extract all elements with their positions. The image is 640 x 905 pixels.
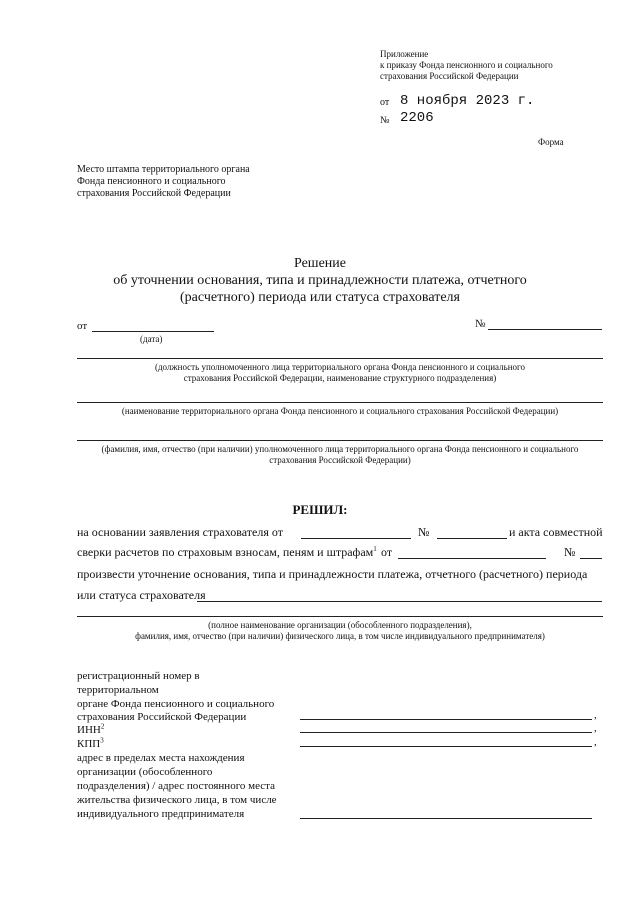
- decision-l1-text: на основании заявления страхователя от: [77, 525, 283, 539]
- address-label-4: жительства физического лица, в том числе: [77, 794, 277, 806]
- fio-caption-2: страхования Российской Федерации): [269, 455, 411, 465]
- reg-label-4: страхования Российской Федерации: [77, 711, 247, 723]
- decision-l1-tail: и акта совместной: [509, 525, 603, 539]
- title-line-3: (расчетного) периода или статуса страхователя: [180, 290, 460, 305]
- address-label-5: индивидуального предпринимателя: [77, 808, 245, 820]
- reg-label-1: регистрационный номер в: [77, 670, 200, 682]
- kpp-label: КПП$^3$: [77, 736, 104, 750]
- position-caption-2: страхования Российской Федерации, наименование структурного подразделения): [183, 373, 497, 383]
- reg-comma: ,: [594, 709, 597, 721]
- title-line-1: Решение: [293, 256, 346, 271]
- date-field-line[interactable]: [92, 331, 214, 332]
- stamp-line-1: Место штампа территориального органа: [77, 164, 250, 175]
- footnote-2: 2: [100, 722, 105, 731]
- kpp-comma: ,: [594, 736, 597, 748]
- position-field-line[interactable]: [77, 358, 603, 359]
- inn-label: ИНН$^2$: [77, 722, 105, 736]
- reconciliation-number-line[interactable]: [580, 558, 602, 559]
- order-number-prefix: №: [380, 115, 390, 126]
- reconciliation-date-line[interactable]: [398, 558, 546, 559]
- org-name-field-line[interactable]: [77, 616, 603, 617]
- org-caption: (наименование территориального органа Фонда пенсионного и социального страхования Российской Федерации): [121, 406, 559, 416]
- application-date-line[interactable]: [301, 538, 411, 539]
- application-number-line[interactable]: [437, 538, 507, 539]
- footnote-1: 1: [373, 545, 377, 553]
- order-number: 2206: [400, 110, 434, 126]
- org-name-caption-1: (полное наименование организации (обособленного подразделения),: [208, 620, 472, 630]
- order-date-prefix: от: [380, 97, 390, 108]
- footnote-3: 3: [100, 736, 104, 745]
- decision-l4-text: или статуса страхователя: [77, 588, 206, 602]
- appendix-line-2: к приказу Фонда пенсионного и социального: [380, 60, 553, 70]
- kpp-field-line[interactable]: [300, 746, 592, 747]
- decision-heading: РЕШИЛ:: [292, 502, 348, 517]
- order-date: 8 ноября 2023 г.: [400, 93, 535, 109]
- appendix-line-3: страхования Российской Федерации: [380, 71, 519, 81]
- fio-field-line[interactable]: [77, 440, 603, 441]
- decision-l1-number: №: [418, 525, 430, 539]
- address-label-2: организации (обособленного: [77, 766, 213, 778]
- fio-caption-1: (фамилия, имя, отчество (при наличии) уполномоченного лица территориального органа Фонда пенсионного и социального: [101, 444, 579, 454]
- decision-l2-number: №: [564, 545, 576, 559]
- number-label: №: [475, 318, 486, 330]
- address-field-line[interactable]: [300, 818, 592, 819]
- address-label-3: подразделения) / адрес постоянного места: [77, 780, 276, 792]
- number-field-line[interactable]: [488, 329, 602, 330]
- status-field-line[interactable]: [197, 601, 602, 602]
- inn-comma: ,: [594, 722, 597, 734]
- title-line-2: об уточнении основания, типа и принадлежности платежа, отчетного: [113, 273, 527, 288]
- form-label: Форма: [538, 137, 564, 147]
- inn-field-line[interactable]: [300, 732, 592, 733]
- decision-l3-text: произвести уточнение основания, типа и принадлежности платежа, отчетного (расчетного) периода: [77, 567, 588, 581]
- date-caption: (дата): [140, 334, 163, 344]
- org-name-caption-2: фамилия, имя, отчество (при наличии) физического лица, в том числе индивидуального предпринимателя): [135, 631, 545, 641]
- position-caption-1: (должность уполномоченного лица территориального органа Фонда пенсионного и социального: [154, 362, 526, 372]
- address-label-1: адрес в пределах места нахождения: [77, 752, 245, 764]
- decision-l2-from: от: [381, 545, 393, 559]
- org-field-line[interactable]: [77, 402, 603, 403]
- stamp-line-2: Фонда пенсионного и социального: [77, 176, 226, 187]
- reg-label-3: органе Фонда пенсионного и социального: [77, 698, 275, 710]
- decision-l2-text: сверки расчетов по страховым взносам, пеням и штрафам$^1$: [77, 545, 377, 559]
- reg-number-field-line[interactable]: [300, 719, 592, 720]
- reg-label-2: территориальном: [77, 684, 159, 696]
- appendix-line-1: Приложение: [380, 49, 429, 59]
- stamp-line-3: страхования Российской Федерации: [77, 188, 231, 199]
- from-label: от: [77, 320, 88, 332]
